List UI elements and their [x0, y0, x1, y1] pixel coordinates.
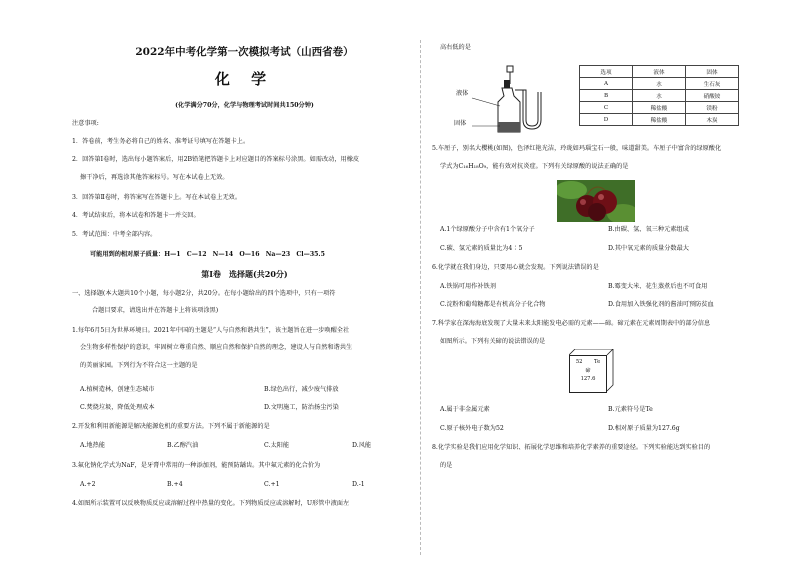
table-cell: 稀盐酸: [633, 114, 686, 126]
q5-option-a: A.1个绿原酸分子中含有1个氧分子: [440, 226, 535, 233]
element-card-frame: [569, 349, 615, 393]
q5-option-c: C.碳、氢元素的质量比为4∶5: [440, 245, 523, 252]
q4-stem-cont: 高右低的是: [440, 44, 471, 51]
table-cell: B: [580, 90, 633, 102]
exam-title: 2022年中考化学第一次模拟考试（山西省卷）: [135, 46, 354, 58]
table-row: [580, 90, 739, 102]
q6-option-c: C.淀粉和葡萄糖都是有机高分子化合物: [440, 301, 546, 308]
q6-option-a: A.铁锅可用作补铁剂: [440, 283, 496, 290]
table-row: [580, 66, 739, 78]
q2-option-a: A.地热能: [80, 442, 105, 449]
table-cell: 稀盐酸: [633, 102, 686, 114]
table-cell: 硝酸铵: [686, 90, 739, 102]
q7-stem: 如图所示。下列有关碲的说法错误的是: [440, 338, 546, 345]
notice-item: 5．考试范围：中考全部内容。: [72, 231, 157, 238]
q1-stem: 会生物多样性保护的意识，牢固树立尊重自然、顺应自然和保护自然的理念，建设人与自然和谐共生: [80, 344, 353, 351]
q3-option-d: D.-1: [352, 481, 365, 488]
atomic-number: 52: [575, 359, 583, 365]
table-cell: C: [580, 102, 633, 114]
atomic-mass: 127.6: [580, 376, 596, 382]
q1-option-b: B.绿色出行，减少废气排放: [264, 386, 339, 393]
q5-option-d: D.其中氧元素的质量分数最大: [608, 245, 689, 252]
liquid-label: 液体: [456, 90, 469, 97]
q6-option-b: B.霉变大米、花生蒸煮后也不可食用: [608, 283, 708, 290]
q8-stem: 8.化学实验是我们应用化学知识、拓展化学思维和培养化学素养的重要途径。下列实验能达到实验目的: [432, 444, 711, 451]
q7-option-a: A.属于非金属元素: [440, 406, 490, 413]
q2-option-b: B.乙醇汽油: [167, 442, 199, 449]
q8-stem: 的是: [440, 462, 453, 469]
table-header: 选项: [580, 66, 633, 78]
q6-stem: 6.化学就在我们身边，只要用心就会发现。下列说法错误的是: [432, 264, 599, 271]
q1-option-a: A.植树造林，创建生态城市: [80, 386, 155, 393]
q6-option-d: D.食用加入铁强化剂的酱油可预防贫血: [608, 301, 714, 308]
q5-option-b: B.由碳、氢、氧三种元素组成: [608, 226, 689, 233]
table-cell: 生石灰: [686, 78, 739, 90]
cherry-photo: [557, 180, 635, 222]
notice-item: 4．考试结束后，将本试卷和答题卡一并交回。: [72, 212, 200, 219]
element-name: 碲: [585, 368, 591, 374]
q4-stem: 4.如图所示装置可以反映物质反应或溶解过程中热量的变化。下列物质反应或溶解时，U形管中液面左: [72, 500, 350, 507]
table-cell: A: [580, 78, 633, 90]
table-cell: 水: [633, 90, 686, 102]
section-heading: 第Ⅰ卷 选择题(共20分): [201, 269, 288, 279]
q3-option-b: B.+4: [167, 481, 183, 488]
table-header: 液体: [633, 66, 686, 78]
q7-option-b: B.元素符号是Te: [608, 406, 653, 413]
table-cell: 水: [633, 78, 686, 90]
table-cell: 木炭: [686, 114, 739, 126]
section-intro: 一、选择题(本大题共10个小题，每小题2分，共20分。在每小题给出的四个选项中，只有一项符: [72, 290, 336, 297]
apparatus-diagram: [452, 62, 542, 142]
q1-option-d: D.文明施工，防治扬尘污染: [264, 404, 339, 411]
q2-option-d: D.风能: [352, 442, 372, 449]
table-row: [580, 102, 739, 114]
solid-label: 固体: [454, 120, 467, 127]
q2-option-c: C.太阳能: [264, 442, 290, 449]
q3-stem: 3.氟化钠化学式为NaF，是牙膏中常用的一种添加剂，能预防龋齿。其中氟元素的化合价为: [72, 462, 321, 469]
q7-stem: 7.科学家在深海海底发现了大量未来太阳能发电必需的元素——碲。碲元素在元素周期表中的部分信息: [432, 320, 711, 327]
table-row: [580, 114, 739, 126]
q3-option-a: A.+2: [80, 481, 96, 488]
q7-option-d: D.相对原子质量为127.6g: [608, 425, 680, 432]
q3-option-c: C.+1: [264, 481, 280, 488]
notice-item: 2．回答第Ⅰ卷时，选出每小题答案后，用2B铅笔把答题卡上对应题目的答案标号涂黑。如需改动，用橡皮: [72, 156, 360, 163]
subject-title: 化 学: [214, 70, 275, 88]
notice-item: 1．答卷前，考生务必将自己的姓名、准考证号填写在答题卡上。: [72, 138, 250, 145]
column-divider: [420, 40, 421, 555]
table-cell: 镁粉: [686, 102, 739, 114]
element-symbol: Te: [594, 359, 601, 365]
notice-heading: 注意事项:: [72, 120, 99, 127]
q1-stem: 的美丽家园。下列行为不符合这一主题的是: [80, 362, 198, 369]
q2-stem: 2.开发和利用新能源是解决能源危机的重要方法。下列不属于新能源的是: [72, 423, 270, 430]
table-header: 固体: [686, 66, 739, 78]
q1-stem: 1.每年6月5日为世界环境日。2021年中国的主题是“人与自然和谐共生”，该主题旨在进一步唤醒全社: [72, 327, 350, 334]
score-note: (化学满分70分，化学与物理考试时间共150分钟): [175, 102, 314, 109]
q4-table: [579, 65, 739, 126]
q5-stem: 5.车厘子，别名大樱桃(如图)，色泽红艳光洁，玲珑如玛瑙宝石一般，味道甜美。车厘子中富含的绿原酸化: [432, 145, 722, 152]
notice-item: 3．回答第Ⅱ卷时，将答案写在答题卡上。写在本试卷上无效。: [72, 194, 242, 201]
section-intro: 合题目要求，请选出并在答题卡上将该项涂黑): [92, 307, 219, 314]
table-row: [580, 78, 739, 90]
q7-option-c: C.原子核外电子数为52: [440, 425, 504, 432]
atomic-masses: 可能用到的相对原子质量：H—1 C—12 N—14 O—16 Na—23 Cl—35.5: [90, 251, 325, 258]
notice-item: 擦干净后，再选涂其他答案标号。写在本试卷上无效。: [80, 174, 229, 181]
q1-option-c: C.焚烧垃圾，降低处理成本: [80, 404, 155, 411]
table-cell: D: [580, 114, 633, 126]
q5-stem: 学式为C₁₆H₁₈O₉，能有效对抗炎症。下列有关绿原酸的说法正确的是: [440, 163, 629, 170]
